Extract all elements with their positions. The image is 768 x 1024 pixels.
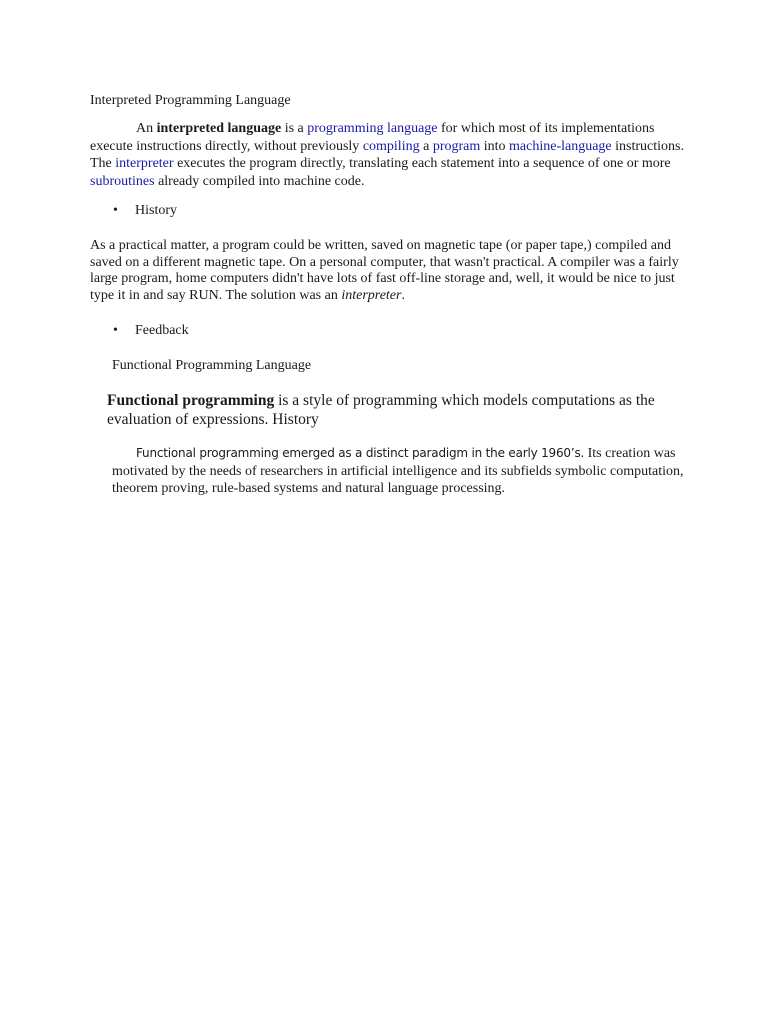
functional-programming-definition: Functional programming is a style of programming which models computations as the evaluation of expressions. History bbox=[107, 392, 655, 428]
link-programming-language[interactable]: programming language bbox=[307, 121, 438, 136]
history-paragraph: As a practical matter, a program could be written, saved on magnetic tape (or paper tape,) compiled and saved on a different magnetic tape. On a personal computer, that wasn't practical. A compiler was a fairly large program, home computers didn't have lots of fast off-line storage and, well, it would be nice to just type it in and say RUN. The solution was an interpreter. bbox=[90, 238, 679, 303]
term-functional-programming: Functional programming bbox=[107, 392, 275, 409]
bullet-dot-icon: • bbox=[113, 323, 118, 338]
section-title-functional: Functional Programming Language bbox=[112, 358, 312, 373]
link-subroutines[interactable]: subroutines bbox=[90, 173, 155, 189]
link-compiling[interactable]: compiling bbox=[362, 138, 420, 154]
bullet-item-history bbox=[113, 202, 177, 219]
term-interpreter-italic: interpreter bbox=[341, 287, 402, 303]
interpreted-language-paragraph: An interpreted language is a programming language for which most of its implementations execute instructions directly, without previously compiling a program into machine-language instructions. The interpreter executes the program directly, translating each statement into a sequence of one or more subroutines already compiled into machine code. bbox=[90, 121, 684, 189]
term-interpreted-language: interpreted language bbox=[156, 121, 282, 136]
bullet-item-feedback bbox=[113, 322, 189, 339]
bullet-label-feedback: Feedback bbox=[135, 323, 189, 338]
section-title-interpreted: Interpreted Programming Language bbox=[90, 93, 291, 108]
bullet-label-history: History bbox=[135, 203, 177, 218]
bullet-dot-icon: • bbox=[113, 203, 118, 218]
link-program[interactable]: program bbox=[432, 138, 481, 154]
functional-history-first-sentence: Functional programming emerged as a distinct paradigm in the early 1960’s. bbox=[136, 446, 585, 460]
link-interpreter[interactable]: interpreter bbox=[115, 156, 174, 171]
link-machine-language[interactable]: machine-language bbox=[509, 138, 612, 154]
functional-history-paragraph: Functional programming emerged as a distinct paradigm in the early 1960’s. Its creation was motivated by the needs of researchers in artificial intelligence and its subfields symbolic computation, theorem proving, rule-based systems and natural language processing. bbox=[112, 446, 684, 496]
